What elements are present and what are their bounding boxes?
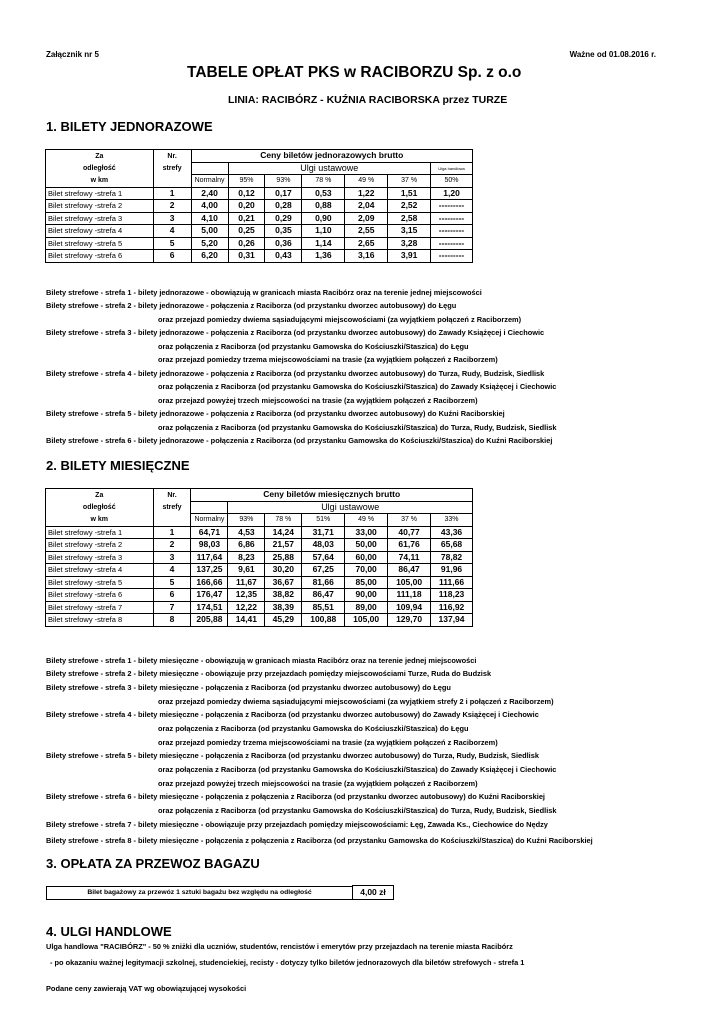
monthly-price-cell: 36,67 bbox=[265, 576, 302, 589]
attachment-label: Załącznik nr 5 bbox=[46, 50, 99, 59]
table-row bbox=[46, 614, 473, 627]
monthly-price-cell: 14,24 bbox=[265, 526, 302, 539]
commercial-line-1: Ulga handlowa "RACIBÓRZ" - 50 % zniżki dla uczniów, studentów, rencistów i emerytów przy przejazdach na terenie miasta Racibórz bbox=[46, 942, 513, 951]
table-row bbox=[46, 576, 473, 589]
monthly-price-cell: 60,00 bbox=[345, 551, 388, 564]
description-line: oraz połączenia z Raciborza (od przystanku Gamowska do Kościuszki/Staszica) do Zawady Książęcej i Ciechowic bbox=[158, 382, 557, 391]
single-price-cell: 5,20 bbox=[191, 237, 228, 250]
section-heading-monthly: 2. BILETY MIESIĘCZNE bbox=[46, 458, 190, 473]
single-sub-1: 95% bbox=[228, 175, 265, 188]
single-price-cell: 0,25 bbox=[228, 225, 265, 238]
single-price-cell: 0,21 bbox=[228, 212, 265, 225]
monthly-price-cell: 61,76 bbox=[388, 539, 431, 552]
single-row-zone: 3 bbox=[153, 212, 191, 225]
description-line: oraz połączenia z Raciborza (od przystanku Gamowska do Kościuszki/Staszica) do Łęgu bbox=[158, 724, 469, 733]
single-sub-5: 37 % bbox=[388, 175, 431, 188]
description-line: oraz połączenia z Raciborza (od przystanku Gamowska do Kościuszki/Staszica) do Łęgu bbox=[158, 342, 469, 351]
monthly-table-body bbox=[46, 526, 473, 626]
table-row bbox=[46, 212, 473, 225]
single-price-cell: 0,20 bbox=[228, 200, 265, 213]
col-distance-3: w km bbox=[46, 175, 154, 188]
single-row-zone: 6 bbox=[153, 250, 191, 263]
monthly-price-cell: 48,03 bbox=[302, 539, 345, 552]
description-line: Bilety strefowe - strefa 3 - bilety jednorazowe - połączenia z Raciborza (od przystanku dworzec autobusowy) do Zawady Książęcej i Ciechowic bbox=[46, 328, 545, 337]
single-price-cell: 1,51 bbox=[388, 187, 431, 200]
monthly-price-cell: 98,03 bbox=[191, 539, 228, 552]
monthly-price-cell: 38,82 bbox=[265, 589, 302, 602]
section-heading-baggage: 3. OPŁATA ZA PRZEWOZ BAGAZU bbox=[46, 856, 260, 871]
section-heading-commercial: 4. ULGI HANDLOWE bbox=[46, 924, 172, 939]
single-price-caption: Ceny biletów jednorazowych brutto bbox=[191, 150, 472, 163]
baggage-price: 4,00 zł bbox=[352, 885, 394, 900]
monthly-price-cell: 81,66 bbox=[302, 576, 345, 589]
single-price-cell: 0,26 bbox=[228, 237, 265, 250]
description-line: oraz połączenia z Raciborza (od przystanku Gamowska do Kościuszki/Staszica) do Turza, Rudy, Budzisk, Siedlisk bbox=[158, 806, 557, 815]
monthly-price-cell: 12,35 bbox=[228, 589, 265, 602]
table-row bbox=[46, 187, 473, 200]
monthly-price-cell: 45,29 bbox=[265, 614, 302, 627]
monthly-row-label: Bilet strefowy -strefa 8 bbox=[46, 614, 154, 627]
monthly-price-cell: 205,88 bbox=[191, 614, 228, 627]
single-price-cell: --------- bbox=[431, 200, 473, 213]
monthly-price-cell: 90,00 bbox=[345, 589, 388, 602]
monthly-price-cell: 31,71 bbox=[302, 526, 345, 539]
single-price-cell: 0,36 bbox=[265, 237, 302, 250]
col-zone-2: strefy bbox=[153, 162, 191, 175]
single-price-cell: 2,09 bbox=[345, 212, 388, 225]
single-price-cell: 2,55 bbox=[345, 225, 388, 238]
single-price-cell: 2,52 bbox=[388, 200, 431, 213]
valid-from-label: Ważne od 01.08.2016 r. bbox=[569, 50, 656, 59]
m-col-distance-1: Za bbox=[46, 489, 154, 502]
monthly-price-cell: 74,11 bbox=[388, 551, 431, 564]
monthly-price-cell: 174,51 bbox=[191, 601, 228, 614]
single-price-cell: 2,40 bbox=[191, 187, 228, 200]
section-heading-single: 1. BILETY JEDNORAZOWE bbox=[46, 119, 213, 134]
description-line: oraz połączenia z Raciborza (od przystanku Gamowska do Kościuszki/Staszica) do Turza, Rudy, Budzisk, Siedlisk bbox=[158, 423, 557, 432]
monthly-sub-1: 93% bbox=[228, 514, 265, 527]
single-price-cell: 0,29 bbox=[265, 212, 302, 225]
monthly-price-cell: 166,66 bbox=[191, 576, 228, 589]
monthly-sub-0: Normalny bbox=[191, 514, 228, 527]
description-line: Bilety strefowe - strefa 8 - bilety miesięczne - połączenia z połączenia z Raciborza (od przystanku Gamowska do Kościuszki/Staszica) do Kuźni Raciborskiej bbox=[46, 836, 593, 845]
monthly-row-label: Bilet strefowy -strefa 1 bbox=[46, 526, 154, 539]
monthly-row-label: Bilet strefowy -strefa 2 bbox=[46, 539, 154, 552]
monthly-row-label: Bilet strefowy -strefa 3 bbox=[46, 551, 154, 564]
single-price-cell: 2,65 bbox=[345, 237, 388, 250]
m-col-zone-2: strefy bbox=[153, 501, 191, 514]
single-price-cell: 3,15 bbox=[388, 225, 431, 238]
single-price-cell: 0,12 bbox=[228, 187, 265, 200]
table-row bbox=[46, 526, 473, 539]
vat-note: Podane ceny zawierają VAT wg obowiązującej wysokości bbox=[46, 984, 247, 993]
single-row-label: Bilet strefowy -strefa 1 bbox=[46, 187, 154, 200]
monthly-row-zone: 2 bbox=[153, 539, 191, 552]
col-zone-1: Nr. bbox=[153, 150, 191, 163]
monthly-price-cell: 25,88 bbox=[265, 551, 302, 564]
monthly-price-cell: 109,94 bbox=[388, 601, 431, 614]
single-ulga-handlowa-header: Ulga handlowa bbox=[431, 162, 473, 175]
monthly-price-caption: Ceny biletów miesięcznych brutto bbox=[191, 489, 473, 502]
table-row bbox=[46, 551, 473, 564]
single-price-cell: 0,35 bbox=[265, 225, 302, 238]
single-row-label: Bilet strefowy -strefa 6 bbox=[46, 250, 154, 263]
monthly-row-zone: 5 bbox=[153, 576, 191, 589]
line-subtitle: LINIA: RACIBÓRZ - KUŹNIA RACIBORSKA przez TURZE bbox=[228, 94, 508, 106]
single-price-cell: --------- bbox=[431, 212, 473, 225]
description-line: Bilety strefowe - strefa 4 - bilety miesięczne - połączenia z Raciborza (od przystanku dworzec autobusowy) do Zawady Książęcej i Ciechowic bbox=[46, 710, 539, 719]
col-distance-2: odległość bbox=[46, 162, 154, 175]
description-line: Bilety strefowe - strefa 6 - bilety miesięczne - połączenia z połączenia z Raciborza (od przystanku dworzec autobusowy) do Kuźni Raciborskiej bbox=[46, 792, 545, 801]
single-price-cell: 4,10 bbox=[191, 212, 228, 225]
monthly-price-cell: 105,00 bbox=[388, 576, 431, 589]
monthly-row-zone: 3 bbox=[153, 551, 191, 564]
monthly-price-cell: 50,00 bbox=[345, 539, 388, 552]
monthly-price-cell: 64,71 bbox=[191, 526, 228, 539]
monthly-price-cell: 111,66 bbox=[431, 576, 473, 589]
monthly-row-zone: 4 bbox=[153, 564, 191, 577]
monthly-price-cell: 6,86 bbox=[228, 539, 265, 552]
single-price-cell: 4,00 bbox=[191, 200, 228, 213]
monthly-price-cell: 65,68 bbox=[431, 539, 473, 552]
monthly-price-cell: 38,39 bbox=[265, 601, 302, 614]
table-row bbox=[46, 564, 473, 577]
single-price-cell: 0,43 bbox=[265, 250, 302, 263]
monthly-sub-2: 78 % bbox=[265, 514, 302, 527]
single-row-label: Bilet strefowy -strefa 4 bbox=[46, 225, 154, 238]
monthly-row-label: Bilet strefowy -strefa 4 bbox=[46, 564, 154, 577]
commercial-line-2: - po okazaniu ważnej legitymacji szkolnej, studenciekiej, recisty - dotyczy tylko biletów jednorazowych dla biletów strefowych - strefa 1 bbox=[50, 958, 525, 967]
monthly-price-cell: 137,94 bbox=[431, 614, 473, 627]
single-tickets-table bbox=[45, 149, 473, 263]
description-line: oraz połączenia z Raciborza (od przystanku Gamowska do Kościuszki/Staszica) do Zawady Książęcej i Ciechowic bbox=[158, 765, 557, 774]
single-sub-3: 78 % bbox=[302, 175, 345, 188]
monthly-price-cell: 86,47 bbox=[302, 589, 345, 602]
monthly-price-cell: 78,82 bbox=[431, 551, 473, 564]
single-sub-0: Normalny bbox=[191, 175, 228, 188]
m-col-distance-3: w km bbox=[46, 514, 154, 527]
monthly-row-zone: 8 bbox=[153, 614, 191, 627]
single-price-cell: 1,22 bbox=[345, 187, 388, 200]
single-row-label: Bilet strefowy -strefa 5 bbox=[46, 237, 154, 250]
monthly-price-cell: 8,23 bbox=[228, 551, 265, 564]
monthly-row-zone: 7 bbox=[153, 601, 191, 614]
monthly-price-cell: 43,36 bbox=[431, 526, 473, 539]
single-price-cell: 2,58 bbox=[388, 212, 431, 225]
single-price-cell: 0,17 bbox=[265, 187, 302, 200]
monthly-price-cell: 118,23 bbox=[431, 589, 473, 602]
baggage-label: Bilet bagażowy za przewóz 1 sztuki bagażu bez względu na odległość bbox=[46, 886, 353, 900]
single-row-zone: 4 bbox=[153, 225, 191, 238]
monthly-price-cell: 40,77 bbox=[388, 526, 431, 539]
monthly-row-label: Bilet strefowy -strefa 7 bbox=[46, 601, 154, 614]
description-line: oraz przejazd pomiedzy dwiema sąsiadującymi miejscowościami (za wyjątkiem strefy 2 i połączeń z Raciborzem) bbox=[158, 697, 554, 706]
single-price-cell: 1,10 bbox=[302, 225, 345, 238]
monthly-price-cell: 11,67 bbox=[228, 576, 265, 589]
monthly-price-cell: 91,96 bbox=[431, 564, 473, 577]
description-line: oraz przejazd powyżej trzech miejscowości na trasie (za wyjątkiem połączeń z Raciborzem) bbox=[158, 779, 478, 788]
single-row-zone: 1 bbox=[153, 187, 191, 200]
single-price-cell: 3,91 bbox=[388, 250, 431, 263]
monthly-price-cell: 33,00 bbox=[345, 526, 388, 539]
single-sub-4: 49 % bbox=[345, 175, 388, 188]
monthly-price-cell: 14,41 bbox=[228, 614, 265, 627]
monthly-price-cell: 57,64 bbox=[302, 551, 345, 564]
single-price-cell: 3,28 bbox=[388, 237, 431, 250]
single-price-cell: 0,90 bbox=[302, 212, 345, 225]
description-line: oraz przejazd pomiedzy trzema miejscowościami na trasie (za wyjątkiem połączeń z Raciborzem) bbox=[158, 738, 498, 747]
monthly-price-cell: 100,88 bbox=[302, 614, 345, 627]
single-row-zone: 2 bbox=[153, 200, 191, 213]
single-sub-6: 50% bbox=[431, 175, 473, 188]
monthly-price-cell: 70,00 bbox=[345, 564, 388, 577]
single-row-zone: 5 bbox=[153, 237, 191, 250]
single-row-label: Bilet strefowy -strefa 2 bbox=[46, 200, 154, 213]
table-row bbox=[46, 250, 473, 263]
description-line: Bilety strefowe - strefa 1 - bilety miesięczne - obowiązują w granicach miasta Racibórz oraz na terenie jednej miejscowości bbox=[46, 656, 477, 665]
monthly-price-cell: 21,57 bbox=[265, 539, 302, 552]
single-price-cell: 3,16 bbox=[345, 250, 388, 263]
monthly-ulgi-header: Ulgi ustawowe bbox=[228, 501, 473, 514]
monthly-row-zone: 6 bbox=[153, 589, 191, 602]
description-line: oraz przejazd powyżej trzech miejscowości na trasie (za wyjątkiem połączeń z Raciborzem) bbox=[158, 396, 478, 405]
monthly-price-cell: 89,00 bbox=[345, 601, 388, 614]
table-row bbox=[46, 589, 473, 602]
description-line: oraz przejazd pomiedzy trzema miejscowościami na trasie (za wyjątkiem połączeń z Raciborzem) bbox=[158, 355, 498, 364]
single-price-cell: 1,36 bbox=[302, 250, 345, 263]
single-price-cell: 5,00 bbox=[191, 225, 228, 238]
monthly-sub-6: 33% bbox=[431, 514, 473, 527]
single-price-cell: 1,14 bbox=[302, 237, 345, 250]
single-price-cell: 0,31 bbox=[228, 250, 265, 263]
single-sub-2: 93% bbox=[265, 175, 302, 188]
monthly-price-cell: 9,61 bbox=[228, 564, 265, 577]
monthly-price-cell: 137,25 bbox=[191, 564, 228, 577]
single-ulgi-header: Ulgi ustawowe bbox=[228, 162, 431, 175]
description-line: Bilety strefowe - strefa 2 - bilety miesięczne - obowiązuje przy przejazdach pomiędzy miejscowościami Turze, Ruda do Budzisk bbox=[46, 669, 492, 678]
monthly-price-cell: 12,22 bbox=[228, 601, 265, 614]
table-row bbox=[46, 237, 473, 250]
monthly-price-cell: 111,18 bbox=[388, 589, 431, 602]
table-row bbox=[46, 539, 473, 552]
monthly-row-zone: 1 bbox=[153, 526, 191, 539]
monthly-row-label: Bilet strefowy -strefa 5 bbox=[46, 576, 154, 589]
monthly-price-cell: 85,00 bbox=[345, 576, 388, 589]
monthly-row-label: Bilet strefowy -strefa 6 bbox=[46, 589, 154, 602]
description-line: Bilety strefowe - strefa 1 - bilety jednorazowe - obowiązują w granicach miasta Racibórz oraz na terenie jednej miejscowości bbox=[46, 288, 482, 297]
monthly-sub-3: 51% bbox=[302, 514, 345, 527]
monthly-sub-4: 49 % bbox=[345, 514, 388, 527]
single-price-cell: --------- bbox=[431, 225, 473, 238]
description-line: Bilety strefowe - strefa 2 - bilety jednorazowe - połączenia z Raciborza (od przystanku dworzec autobusowy) do Łęgu bbox=[46, 301, 457, 310]
single-price-cell: 0,28 bbox=[265, 200, 302, 213]
monthly-price-cell: 85,51 bbox=[302, 601, 345, 614]
single-table-body bbox=[46, 187, 473, 262]
m-col-distance-2: odległość bbox=[46, 501, 154, 514]
page-title: TABELE OPŁAT PKS w RACIBORZU Sp. z o.o bbox=[187, 64, 522, 81]
description-line: oraz przejazd pomiedzy dwiema sąsiadującymi miejscowościami (za wyjątkiem połączeń z Raciborzem) bbox=[158, 315, 522, 324]
single-row-label: Bilet strefowy -strefa 3 bbox=[46, 212, 154, 225]
single-price-cell: 6,20 bbox=[191, 250, 228, 263]
table-row bbox=[46, 200, 473, 213]
table-row bbox=[46, 601, 473, 614]
monthly-price-cell: 116,92 bbox=[431, 601, 473, 614]
description-line: Bilety strefowe - strefa 7 - bilety miesięczne - obowiązuje przy przejazdach pomiędzy miejscowościami: Łęg, Zawada Ks., Ciechowice do Nędzy bbox=[46, 820, 548, 829]
monthly-price-cell: 4,53 bbox=[228, 526, 265, 539]
monthly-sub-5: 37 % bbox=[388, 514, 431, 527]
description-line: Bilety strefowe - strefa 6 - bilety jednorazowe - połączenia z Raciborza (od przystanku Gamowska do Kościuszki/Staszica) do Kuźni Raciborskiej bbox=[46, 436, 553, 445]
single-price-cell: --------- bbox=[431, 237, 473, 250]
col-distance-1: Za bbox=[46, 150, 154, 163]
monthly-price-cell: 30,20 bbox=[265, 564, 302, 577]
description-line: Bilety strefowe - strefa 5 - bilety miesięczne - połączenia z Raciborza (od przystanku dworzec autobusowy) do Turza, Rudy, Budzisk, Siedlisk bbox=[46, 751, 539, 760]
single-price-cell: 0,88 bbox=[302, 200, 345, 213]
monthly-price-cell: 117,64 bbox=[191, 551, 228, 564]
description-line: Bilety strefowe - strefa 3 - bilety miesięczne - połączenia z Raciborza (od przystanku dworzec autobusowy) do Łęgu bbox=[46, 683, 451, 692]
single-price-cell: 2,04 bbox=[345, 200, 388, 213]
single-price-cell: 1,20 bbox=[431, 187, 473, 200]
single-price-cell: 0,53 bbox=[302, 187, 345, 200]
single-price-cell: --------- bbox=[431, 250, 473, 263]
monthly-price-cell: 86,47 bbox=[388, 564, 431, 577]
monthly-price-cell: 67,25 bbox=[302, 564, 345, 577]
monthly-tickets-table bbox=[45, 488, 473, 627]
monthly-price-cell: 176,47 bbox=[191, 589, 228, 602]
description-line: Bilety strefowe - strefa 5 - bilety jednorazowe - połączenia z Raciborza (od przystanku dworzec autobusowy) do Kuźni Raciborskiej bbox=[46, 409, 505, 418]
monthly-price-cell: 105,00 bbox=[345, 614, 388, 627]
table-row bbox=[46, 225, 473, 238]
description-line: Bilety strefowe - strefa 4 - bilety jednorazowe - połączenia z Raciborza (od przystanku dworzec autobusowy) do Turza, Rudy, Budzisk, Siedlisk bbox=[46, 369, 545, 378]
m-col-zone-1: Nr. bbox=[153, 489, 191, 502]
monthly-price-cell: 129,70 bbox=[388, 614, 431, 627]
